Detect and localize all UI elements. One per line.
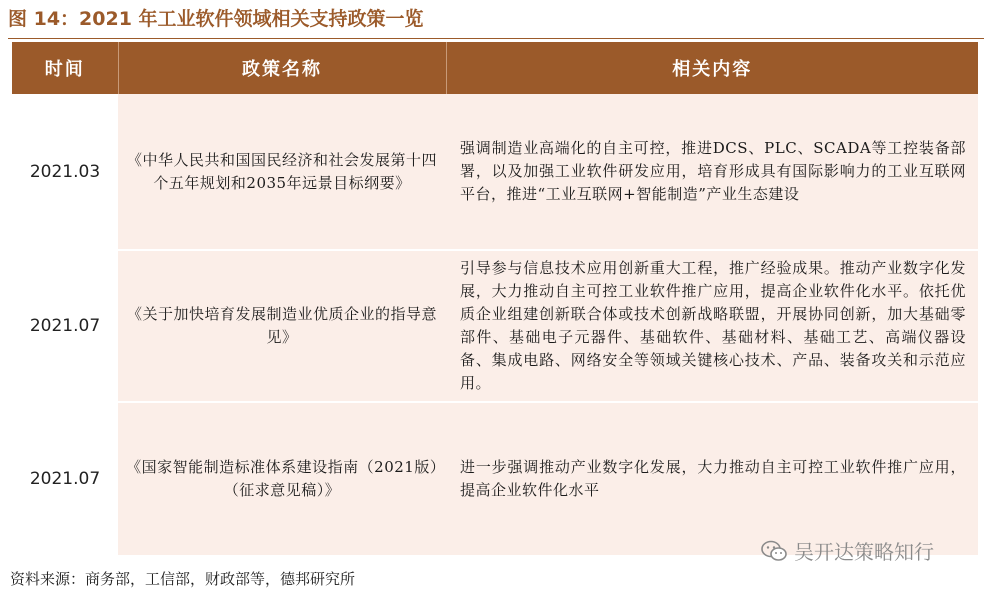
watermark-text: 吴开达策略知行 xyxy=(794,540,934,564)
header-policy-name: 政策名称 xyxy=(118,42,446,94)
source-note: 资料来源：商务部，工信部，财政部等，德邦研究所 xyxy=(10,570,356,588)
table-row xyxy=(12,250,978,402)
policy-table xyxy=(12,42,978,557)
table-row xyxy=(12,94,978,250)
wechat-icon xyxy=(760,539,788,563)
row-policy-name: 《关于加快培育发展制造业优质企业的指导意见》 xyxy=(118,250,446,402)
header-time: 时间 xyxy=(12,42,118,94)
row-time: 2021.07 xyxy=(12,250,118,402)
watermark xyxy=(760,536,934,565)
row-policy-name: 《中华人民共和国国民经济和社会发展第十四个五年规划和2035年远景目标纲要》 xyxy=(118,94,446,250)
table-row xyxy=(12,402,978,556)
title-rule xyxy=(8,38,984,39)
row-time: 2021.07 xyxy=(12,402,118,556)
row-content: 强调制造业高端化的自主可控，推进DCS、PLC、SCADA等工控装备部署，以及加强工业软件研发应用，培育形成具有国际影响力的工业互联网平台，推进“工业互联网+智能制造”产业生态建设 xyxy=(446,94,978,250)
table-header-row xyxy=(12,42,978,94)
header-content: 相关内容 xyxy=(446,42,978,94)
row-content: 引导参与信息技术应用创新重大工程，推广经验成果。推动产业数字化发展，大力推动自主可控工业软件推广应用，提高企业软件化水平。依托优质企业组建创新联合体或技术创新战略联盟，开展协同创新，加大基础零部件、基础电子元器件、基础软件、基础材料、基础工艺、高端仪器设备、集成电路、网络安全等领域关键核心技术、产品、装备攻关和示范应用。 xyxy=(446,250,978,402)
row-policy-name: 《国家智能制造标准体系建设指南（2021版）（征求意见稿）》 xyxy=(118,402,446,556)
row-time: 2021.03 xyxy=(12,94,118,250)
row-content: 进一步强调推动产业数字化发展，大力推动自主可控工业软件推广应用，提高企业软件化水平 xyxy=(446,402,978,556)
figure-title: 图 14：2021 年工业软件领域相关支持政策一览 xyxy=(8,8,424,30)
